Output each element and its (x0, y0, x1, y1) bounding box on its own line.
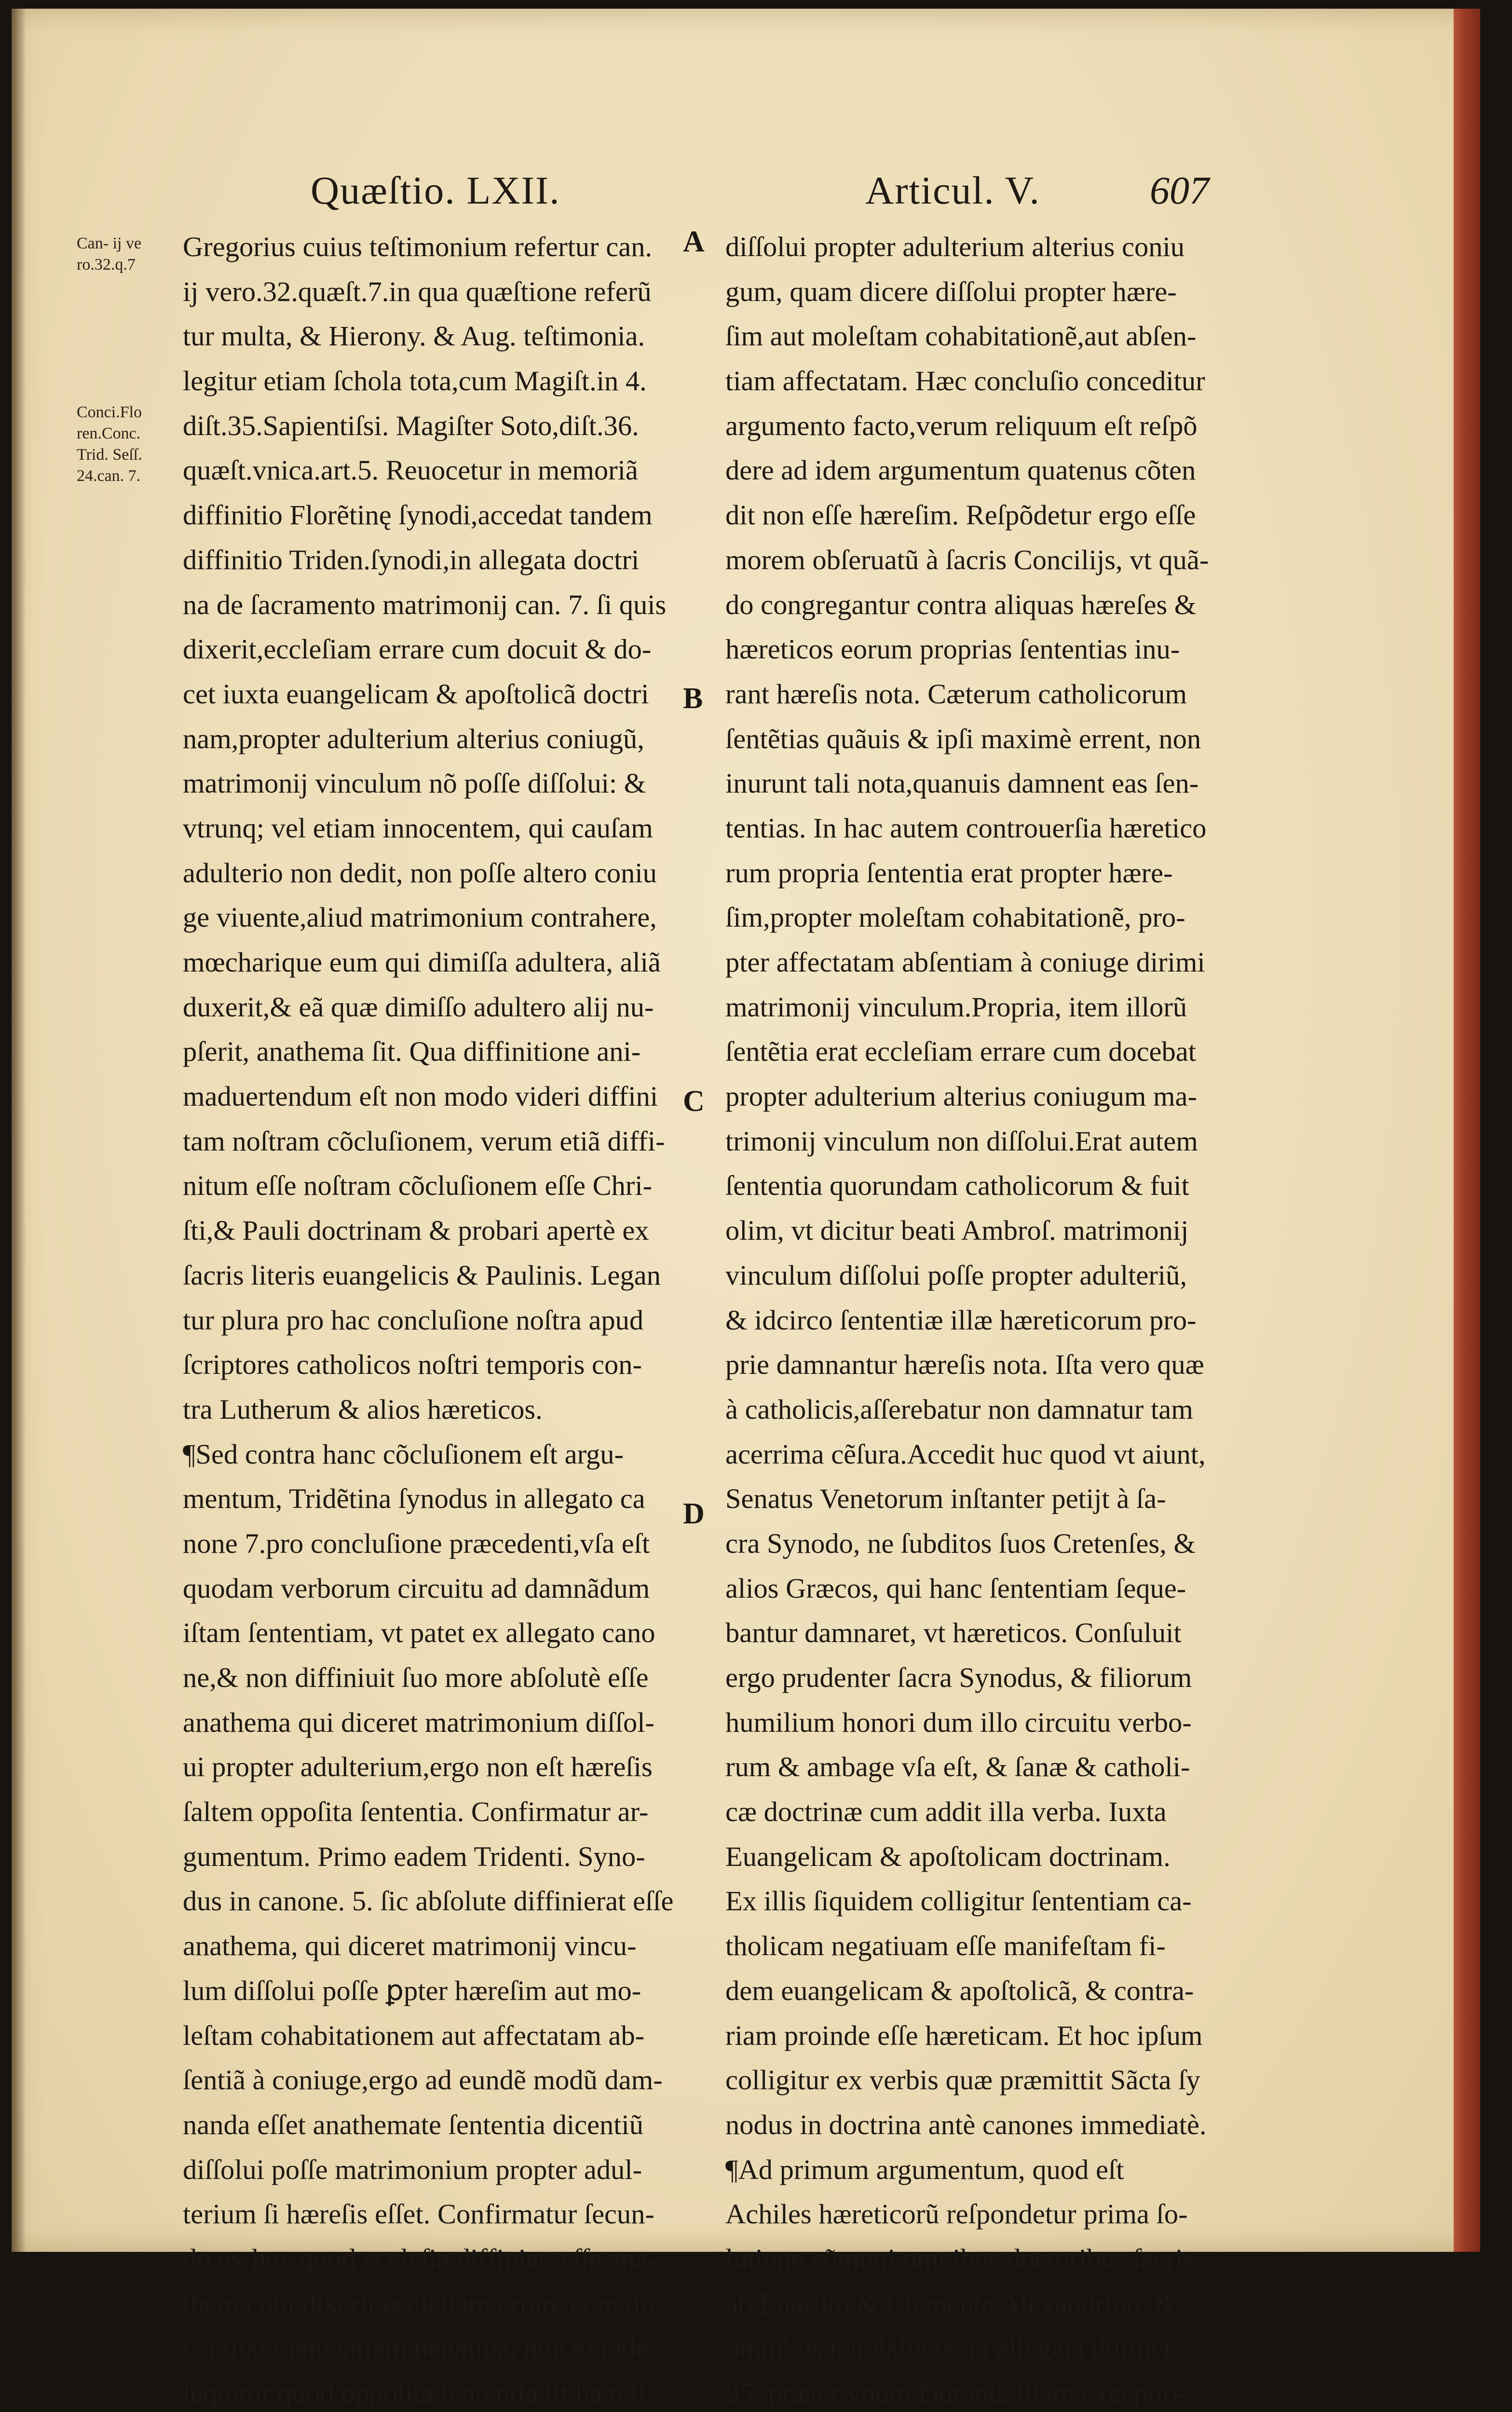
text-line: ge viuente,aliud matrimonium contrahere, (183, 902, 657, 933)
text-line: ſaltem oppoſita ſententia. Confirmatur ar- (183, 1796, 649, 1828)
text-line: tam noſtram cõcluſionem, verum etiã diffi- (183, 1125, 665, 1157)
text-line: tur multa, & Hierony. & Aug. teſtimonia. (183, 320, 645, 352)
text-line: dem euangelicam & apoſtolicã, & contra- (725, 1974, 1194, 2006)
left-text-column (183, 225, 675, 2412)
text-line: Gregorius cuius teſtimonium refertur can. (183, 231, 653, 262)
text-line: rum & ambage vſa eſt, & ſanæ & catholi- (725, 1751, 1190, 1783)
text-line: ſacris literis euangelicis & Paulinis. Legan (183, 1259, 661, 1291)
text-line: dus in canone. 5. ſic abſolute diffinierat eſſe (183, 1885, 674, 1917)
text-line: inurunt tali nota,quanuis damnent eas ſen- (725, 767, 1199, 799)
text-line: cra Synodo, ne ſubditos ſuos Cretenſes, & (725, 1527, 1196, 1559)
text-line: olim, vt dicitur beati Ambroſ. matrimonij (725, 1215, 1189, 1247)
text-line: diſſolui poſſe matrimonium propter adul- (183, 2153, 642, 2185)
text-line: ſcriptores catholicos noſtri temporis con- (183, 1349, 642, 1381)
text-line: Euangelicam & apoſtolicam doctrinam. (725, 1840, 1171, 1872)
section-letter-b: B (683, 682, 703, 715)
text-line: thema qui dixerit eccleſiam errare cum do- (183, 2288, 664, 2319)
section-letter-a: A (683, 225, 705, 258)
text-line: rant hæreſis nota. Cæterum catholicorum (725, 678, 1187, 710)
text-line: diffinitio Triden.ſynodi,in allegata doctri (183, 544, 640, 576)
text-line: dixerit,eccleſiam errare cum docuit & do- (183, 633, 652, 665)
text-line: lum diſſolui poſſe ꝑpter hæreſim aut mo- (183, 1974, 641, 2006)
text-line: argumento facto,verum reliquum eſt reſpõ (725, 410, 1198, 441)
text-line: nam,propter adulterium alterius coniugũ, (183, 723, 644, 754)
margin-note-line: ren.Conc. (77, 425, 141, 442)
text-line: omnibus ſcholaſticis, in allegata diſtinct. (725, 2332, 1179, 2364)
text-line: dit non eſſe hæreſim. Reſpõdetur ergo eſſe (725, 499, 1196, 531)
text-line: Ex illis ſiquidem colligitur ſententiam ca- (725, 1885, 1192, 1917)
margin-note-canon (77, 233, 141, 275)
text-line: ſequitur quod oppoſita ſententia ſit hæreti (183, 2377, 646, 2409)
text-line: anathema qui diceret matrimonium diſſol- (183, 1706, 654, 1738)
text-line: dere ad idem argumentum quatenus cõten (725, 454, 1196, 486)
margin-note-line: ro.32.q.7 (77, 256, 136, 274)
text-line: ergo prudenter ſacra Synodus, & filiorum (725, 1662, 1192, 1693)
text-line: duxerit,& eã quæ dimiſſo adultero alij nu- (183, 991, 654, 1023)
text-line: cet iuxta euangelicam & apoſtolicã doctri (183, 678, 649, 710)
text-line: cæ doctrinæ cum addit illa verba. Iuxta (725, 1796, 1167, 1828)
text-line: mœcharique eum qui dimiſſa adultera, aliã (183, 946, 661, 978)
text-line: ſti,& Pauli doctrinam & probari apertè ex (183, 1215, 649, 1247)
text-line: iſtam ſententiam, vt patet ex allegato cano (183, 1617, 655, 1649)
text-line: nodus in doctrina antè canones immediatè. (725, 2109, 1207, 2140)
text-line: ab Euariſto & Clemente Alexandrino, & (725, 2288, 1177, 2319)
text-line: prie damnantur hæreſis nota. Iſta vero quæ (725, 1349, 1204, 1381)
text-line: tentias. In hac autem controuerſia hæretico (725, 812, 1207, 844)
text-line: quæſt.vnica.art.5. Reuocetur in memoriã (183, 454, 638, 486)
page-number: 607 (1150, 168, 1209, 212)
text-line: acerrima cẽſura.Accedit huc quod vt aiunt, (725, 1438, 1206, 1470)
text-line: do congregantur contra aliquas hæreſes & (725, 589, 1197, 620)
text-line: diffinitio Florẽtinę ſynodi,accedat tandem (183, 499, 653, 531)
margin-note-line: Can- ij ve (77, 234, 142, 252)
text-line: terium ſi hæreſis eſſet. Confirmatur ſecun- (183, 2198, 654, 2230)
text-line: alios Græcos, qui hanc ſententiam ſeque- (725, 1572, 1186, 1604)
text-line: legitur etiam ſchola tota,cum Magiſt.in 4. (183, 365, 647, 397)
text-line: nanda eſſet anathemate ſententia dicentiũ (183, 2109, 644, 2140)
text-line: humilium honori dum illo circuitu verbo- (725, 1706, 1192, 1738)
text-line: ne,& non diffiniuit ſuo more abſolutè eſſe (183, 1662, 649, 1693)
text-line: ui propter adulterium,ergo non eſt hæreſis (183, 1751, 653, 1783)
text-line: diſt.35.Sapientiſsi. Magiſter Soto,diſt.36. (183, 410, 639, 441)
text-line: na de ſacramento matrimonij can. 7. ſi quis (183, 589, 667, 620)
section-letter-d: D (683, 1497, 705, 1530)
text-line: nitum eſſe noſtram cõcluſionem eſſe Chri- (183, 1170, 653, 1202)
text-line: ij vero.32.quæſt.7.in qua quæſtione referũ (183, 275, 652, 307)
text-line: & idcirco ſententiæ illæ hæreticorum pro- (725, 1304, 1197, 1336)
binding-gutter (12, 9, 26, 2252)
text-line: ſententia quorundam catholicorum & fuit (725, 1170, 1189, 1202)
text-line: matrimonij vinculum.Propria, item illorũ (725, 991, 1187, 1023)
text-line: Achiles hæreticorũ reſpondetur prima ſo- (725, 2198, 1188, 2230)
text-line: ¶Sed contra hanc cõcluſionem eſt argu- (183, 1438, 624, 1470)
text-line: ſim,propter moleſtam cohabitationẽ, pro- (725, 902, 1185, 933)
text-line: colligitur ex verbis quæ præmittit Sãcta ſy (725, 2064, 1200, 2096)
text-line: pter affectatam abſentiam à coniuge dirimi (725, 946, 1205, 978)
text-line: cet iſtam ſententiam negatiuã, non exinde (183, 2332, 648, 2364)
text-line: à catholicis,aſſerebatur non damnatur tam (725, 1393, 1193, 1425)
margin-note-line: Trid. Seſſ. (77, 446, 142, 464)
text-line: matrimonij vinculum nõ poſſe diſſolui: & (183, 767, 646, 799)
text-line: 35. præter vnum Durand. illam exceptio- (725, 2377, 1187, 2409)
text-line: ſentẽtia erat eccleſiam errare cum docebat (725, 1036, 1196, 1068)
book-page (12, 9, 1480, 2409)
text-line: none 7.pro concluſione præcedenti,vſa eſt (183, 1527, 650, 1559)
text-line: Senatus Venetorum inſtanter petijt à ſa- (725, 1483, 1166, 1515)
text-line: bantur damnaret, vt hæreticos. Conſuluit (725, 1617, 1182, 1649)
text-line: gumentum. Primo eadem Tridenti. Syno- (183, 1840, 645, 1872)
text-line: vinculum diſſolui poſſe propter adulteriũ, (725, 1259, 1187, 1291)
text-line: tur plura pro hac concluſione noſtra apud (183, 1304, 644, 1336)
red-page-edge (1454, 9, 1480, 2252)
right-text-column (725, 225, 1222, 2412)
text-line: hæreticos eorum proprias ſententias inu- (725, 633, 1180, 665)
text-line: quodam verborum circuitu ad damnãdum (183, 1572, 650, 1604)
text-line: ſim aut moleſtam cohabitationẽ,aut abſen- (725, 320, 1197, 352)
text-line: leſtam cohabitationem aut affectatam ab- (183, 2019, 645, 2051)
text-line: ¶Ad primum argumentum, quod eſt (725, 2153, 1124, 2185)
text-line: ſentẽtias quãuis & ipſi maximè errent, non (725, 723, 1201, 754)
text-line: adulterio non dedit, non poſſe altero coniu (183, 857, 657, 889)
margin-note-councils (77, 402, 142, 487)
text-line: trimonij vinculum non diſſolui.Erat autem (725, 1125, 1198, 1157)
text-line: vtrunq; vel etiam innocentem, qui cauſam (183, 812, 653, 844)
text-line: morem obſeruatũ à ſacris Concilijs, vt quã- (725, 544, 1209, 576)
text-line: gum, quam dicere diſſolui propter hære- (725, 275, 1177, 307)
text-line: rum propria ſententia erat propter hære- (725, 857, 1173, 889)
text-line: diſſolui propter adulterium alterius coniu (725, 231, 1185, 262)
text-line: do,ex hoc quod eccleſia diffiniat, eſſe ana- (183, 2243, 657, 2275)
margin-note-line: 24.can. 7. (77, 467, 141, 485)
running-head-question: Quæſtio. LXII. (311, 168, 560, 212)
text-line: propter adulterium alterius coniugum ma- (725, 1081, 1197, 1112)
section-letter-c: C (683, 1085, 705, 1118)
text-line: riam proinde eſſe hæreticam. Et hoc ipſum (725, 2019, 1203, 2051)
text-line: ſentiã à coniuge,ergo ad eundẽ modũ dam- (183, 2064, 663, 2096)
text-line: tra Lutherum & alios hæreticos. (183, 1393, 543, 1425)
text-line: pſerit, anathema ſit. Qua diffinitione ani- (183, 1036, 641, 1068)
text-line: maduertendum eſt non modo videri diffini (183, 1081, 658, 1112)
text-line: mentum, Tridẽtina ſynodus in allegato ca (183, 1483, 645, 1515)
margin-note-line: Conci.Flo (77, 403, 142, 421)
text-line: tiam affectatam. Hæc concluſio conceditur (725, 365, 1205, 397)
text-line: lutione cõmuni omnibus doctoribus ſacris (725, 2243, 1194, 2275)
text-line: tholicam negatiuam eſſe manifeſtam fi- (725, 1930, 1166, 1962)
text-line: anathema, qui diceret matrimonij vincu- (183, 1930, 637, 1962)
running-head-article: Articul. V. (865, 168, 1040, 212)
